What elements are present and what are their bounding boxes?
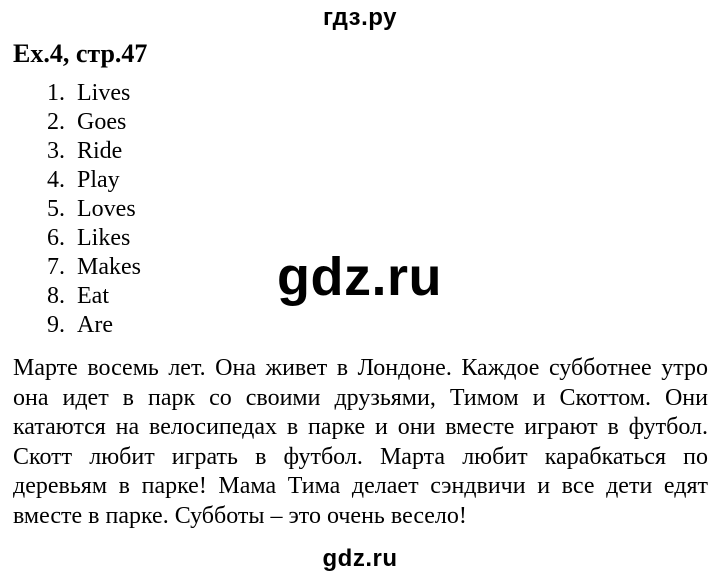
site-logo-top[interactable]: гдз.ру: [323, 4, 397, 31]
answer-row: [0, 253, 720, 282]
answer-number: 5.: [47, 196, 65, 222]
paragraph-line: катаются на велосипедах в парке и они вместе играют в футбол.: [13, 414, 708, 440]
answer-row: [0, 282, 720, 311]
answer-row: [0, 79, 720, 108]
answer-word: Makes: [77, 254, 141, 280]
answer-word: Likes: [77, 225, 131, 251]
answer-word: Ride: [77, 138, 123, 164]
answer-word: Eat: [77, 283, 109, 309]
paragraph-line: Марте восемь лет. Она живет в Лондоне. Каждое субботнее утро: [13, 355, 708, 381]
answer-word: Are: [77, 312, 113, 338]
paragraph-line: Скотт любит играть в футбол. Марта любит карабкаться по: [13, 443, 708, 470]
answer-word: Loves: [77, 196, 136, 222]
watermark-text: gdz.ru: [277, 247, 442, 307]
paragraph-line: деревьям в парке! Мама Тима делает сэндвичи и все дети едят: [13, 473, 708, 499]
answer-row: [0, 108, 720, 137]
exercise-title: Ex.4, стр.47: [13, 39, 148, 68]
answer-number: 1.: [47, 80, 65, 106]
answer-row: [0, 195, 720, 224]
answer-number: 6.: [47, 225, 65, 251]
answer-row: [0, 166, 720, 195]
answer-row: [0, 311, 720, 340]
site-logo-bottom: gdz.ru: [322, 545, 398, 572]
answer-number: 9.: [47, 312, 65, 338]
answers-list: [0, 79, 720, 340]
answer-word: Goes: [77, 109, 127, 135]
paragraph-line: вместе в парке. Субботы – это очень весело!: [13, 502, 467, 529]
answer-number: 8.: [47, 283, 65, 309]
answer-number: 4.: [47, 167, 65, 193]
answer-word: Play: [77, 167, 120, 193]
answer-row: [0, 137, 720, 166]
answer-row: [0, 224, 720, 253]
answer-number: 2.: [47, 109, 65, 135]
paragraph-line: она идет в парк со своими друзьями, Тимом и Скоттом. Они: [13, 384, 708, 411]
answer-number: 3.: [47, 138, 65, 164]
answer-word: Lives: [77, 80, 131, 106]
answer-number: 7.: [47, 254, 65, 280]
task-paragraph: [13, 354, 708, 531]
